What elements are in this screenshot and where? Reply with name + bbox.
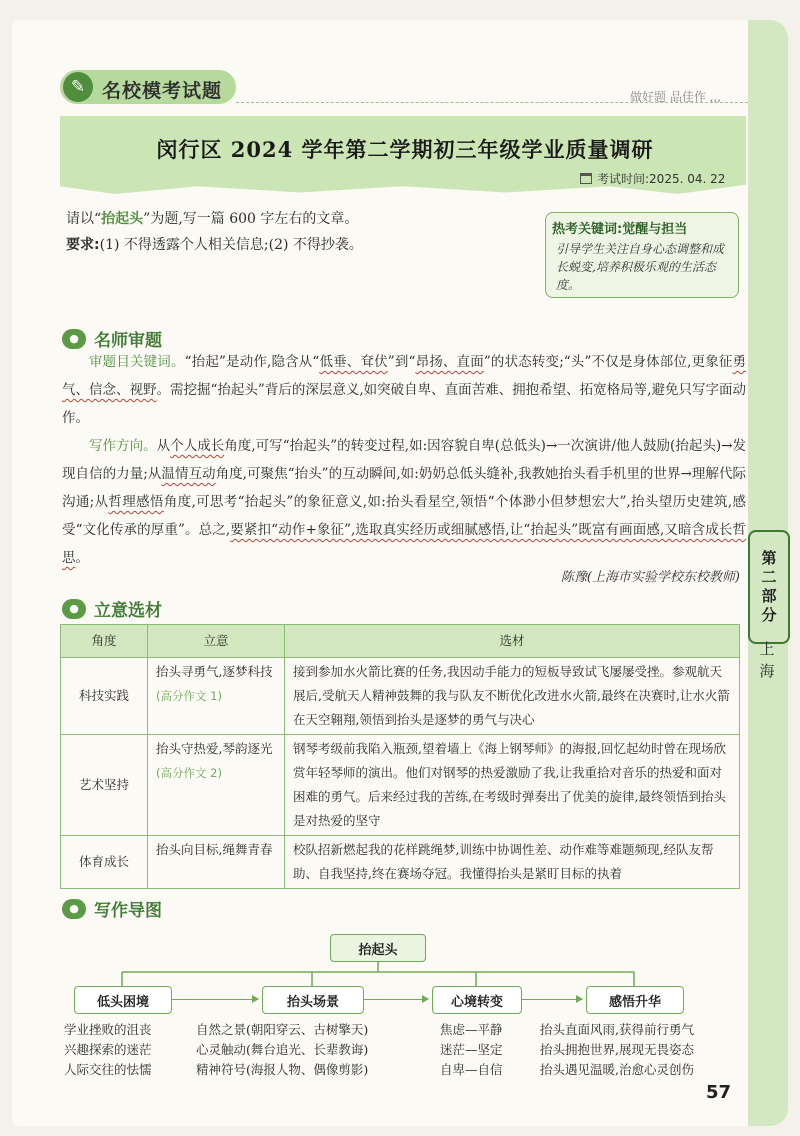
mindmap-leaf-group [196, 1020, 422, 1080]
selection-heading-label: 立意选材 [94, 601, 162, 621]
review-text: 角度,可写“抬起头”的转变过程,如:因容貌自卑(总低头)→一次演讲/他人鼓励(抬起头)→发现自信的力量;从 [62, 438, 747, 482]
requirement-label: 要求: [66, 237, 100, 253]
mindmap-node: 感悟升华 [586, 986, 684, 1014]
mindmap-leaf: 兴趣探索的迷茫 [64, 1042, 152, 1057]
prompt-text: ”为题,写一篇 600 字左右的文章。 [143, 211, 359, 227]
section-marker-icon: ● [62, 329, 86, 349]
review-text: “抬起”是动作,隐含从“ [184, 354, 320, 370]
mindmap-leaf: 学业挫败的沮丧 [64, 1022, 152, 1037]
material-cell: 钢琴考级前我陷入瓶颈,望着墙上《海上钢琴师》的海报,回忆起幼时曾在现场欣赏年轻琴师的演出。他们对钢琴的热爱激励了我,让我重拾对音乐的热爱和面对困难的勇气。后来经过我的苦练,在考级时弹奏出了优美的旋律,最终领悟到抬头是对热爱的坚守 [285, 735, 740, 836]
review-emphasis: 温情互动 [161, 466, 216, 482]
mindmap-leaf: 抬头直面风雨,获得前行勇气 [540, 1022, 694, 1037]
review-text: ”的状态转变;“头”不仅是身体部位,更象征 [483, 354, 733, 370]
review-emphasis: 个人成长 [170, 438, 225, 454]
mindmap-leaf: 抬头拥抱世界,展现无畏姿态 [540, 1042, 694, 1057]
review-emphasis: 低垂、耷伏 [319, 354, 388, 370]
review-label: 审题目关键词。 [89, 354, 185, 370]
hot-keyword-title: 热考关键词:觉醒与担当 [552, 222, 688, 237]
review-emphasis: 昂扬、直面 [415, 354, 484, 370]
review-text: 。需挖掘“抬起头”背后的深层意义,如突破自卑、直面苦难、拥抱希望、拓宽格局等,避免只写字面动作。 [62, 382, 746, 426]
mindmap-leaf: 精神符号(海报人物、偶像剪影) [196, 1062, 369, 1077]
mindmap-leaf-group [64, 1020, 182, 1080]
material-cell: 接到参加水火箭比赛的任务,我因动手能力的短板导致试飞屡屡受挫。参观航天展后,受航天人精神鼓舞的我与队友不断优化改进水火箭,最终在决赛时,让水火箭在天空翱翔,领悟到抬头是逐梦的勇气与决心 [285, 658, 740, 735]
review-heading-label: 名师审题 [94, 331, 162, 351]
exam-title: 闵行区 2024 学年第二学期初三年级学业质量调研 [156, 137, 654, 162]
pen-leaf-icon: ✎ [63, 72, 93, 102]
requirement-text: (1) 不得透露个人相关信息;(2) 不得抄袭。 [99, 237, 363, 253]
mindmap-arrow [364, 999, 428, 1000]
mindmap-arrow [522, 999, 582, 1000]
mindmap-leaf: 迷茫—坚定 [440, 1042, 503, 1057]
mindmap-leaf: 心灵触动(舞台追光、长辈教诲) [196, 1042, 369, 1057]
mindmap-node: 抬头场景 [262, 986, 364, 1014]
angle-cell: 艺术坚持 [61, 735, 148, 836]
prompt-topic: 抬起头 [101, 211, 144, 227]
mindmap-leaf: 自然之景(朝阳穿云、古树擎天) [196, 1022, 369, 1037]
review-author: 陈豫(上海市实验学校东校教师) [560, 570, 740, 585]
review-text: 角度,可思考“抬起头”的象征意义,如:抬头看星空,领悟“个体渺小但梦想宏大”,抬头望历史建筑,感受“文化传承的厚重”。总之, [62, 494, 746, 538]
material-cell: 校队招新燃起我的花样跳绳梦,训练中协调性差、动作难等难题频现,经队友帮助、自我坚持,终在赛场夺冠。我懂得抬头是紧盯目标的执着 [285, 836, 740, 889]
idea-text: 抬头寻勇气,逐梦科技 [156, 664, 273, 679]
review-text: 角度,可聚焦“抬头”的互动瞬间,如:奶奶总低头缝补,我教她抬头看手机里的世界→理解代际沟通;从 [62, 466, 746, 510]
mindmap-leaf: 人际交往的怯懦 [64, 1062, 152, 1077]
review-label: 写作方向。 [89, 438, 157, 454]
part-char: 分 [761, 606, 777, 624]
section-title: 名校模考试题 [102, 80, 223, 102]
hot-keyword-body: 引导学生关注自身心态调整和成长蜕变,培养积极乐观的生活态度。 [556, 242, 725, 292]
part-char: 第 [761, 549, 777, 567]
mindmap-leaf: 抬头遇见温暖,治愈心灵创伤 [540, 1062, 694, 1077]
section-marker-icon: ● [62, 599, 86, 619]
mindmap-leaf: 焦虑—平静 [440, 1022, 503, 1037]
mindmap-leaf-group [440, 1020, 530, 1080]
idea-text: 抬头向目标,绳舞青春 [156, 842, 273, 857]
idea-text: 抬头守热爱,琴韵逐光 [156, 741, 273, 756]
review-emphasis: 哲理感悟 [108, 494, 164, 510]
section-marker-icon: ● [62, 899, 86, 919]
review-emphasis: 要紧扣“动作+象征”,选取真实经历或细腻感悟,让“抬起头”既富有画面感,又暗含成长哲思 [62, 522, 746, 566]
column-header: 立意 [148, 625, 285, 658]
mindmap-root: 抬起头 [330, 934, 426, 962]
review-text: ”到“ [387, 354, 416, 370]
high-score-tag: (高分作文 2) [156, 766, 222, 780]
part-char: 部 [761, 587, 777, 605]
mindmap-heading-label: 写作导图 [94, 901, 162, 921]
column-header: 选材 [285, 625, 740, 658]
column-header: 角度 [61, 625, 148, 658]
region-char: 上 [759, 640, 775, 658]
high-score-tag: (高分作文 1) [156, 689, 222, 703]
page-number: 57 [706, 1082, 732, 1103]
mindmap-node: 低头困境 [74, 986, 172, 1014]
exam-date-text: 考试时间:2025. 04. 22 [597, 172, 726, 186]
review-emphasis: 勇气、信念、视野 [62, 354, 747, 398]
prompt-text: 请以“ [66, 211, 102, 227]
region-char: 海 [759, 662, 775, 680]
angle-cell: 科技实践 [61, 658, 148, 735]
header-slogan: 做好题 品佳作 ,,, [630, 90, 722, 104]
mindmap-node: 心境转变 [432, 986, 522, 1014]
mindmap-leaf-group [540, 1020, 746, 1080]
angle-cell: 体育成长 [61, 836, 148, 889]
review-text: 从 [156, 438, 171, 454]
mindmap-leaf: 自卑—自信 [440, 1062, 503, 1077]
mindmap-arrow [172, 999, 258, 1000]
part-char: 二 [761, 568, 777, 586]
review-text: 。 [75, 550, 89, 566]
